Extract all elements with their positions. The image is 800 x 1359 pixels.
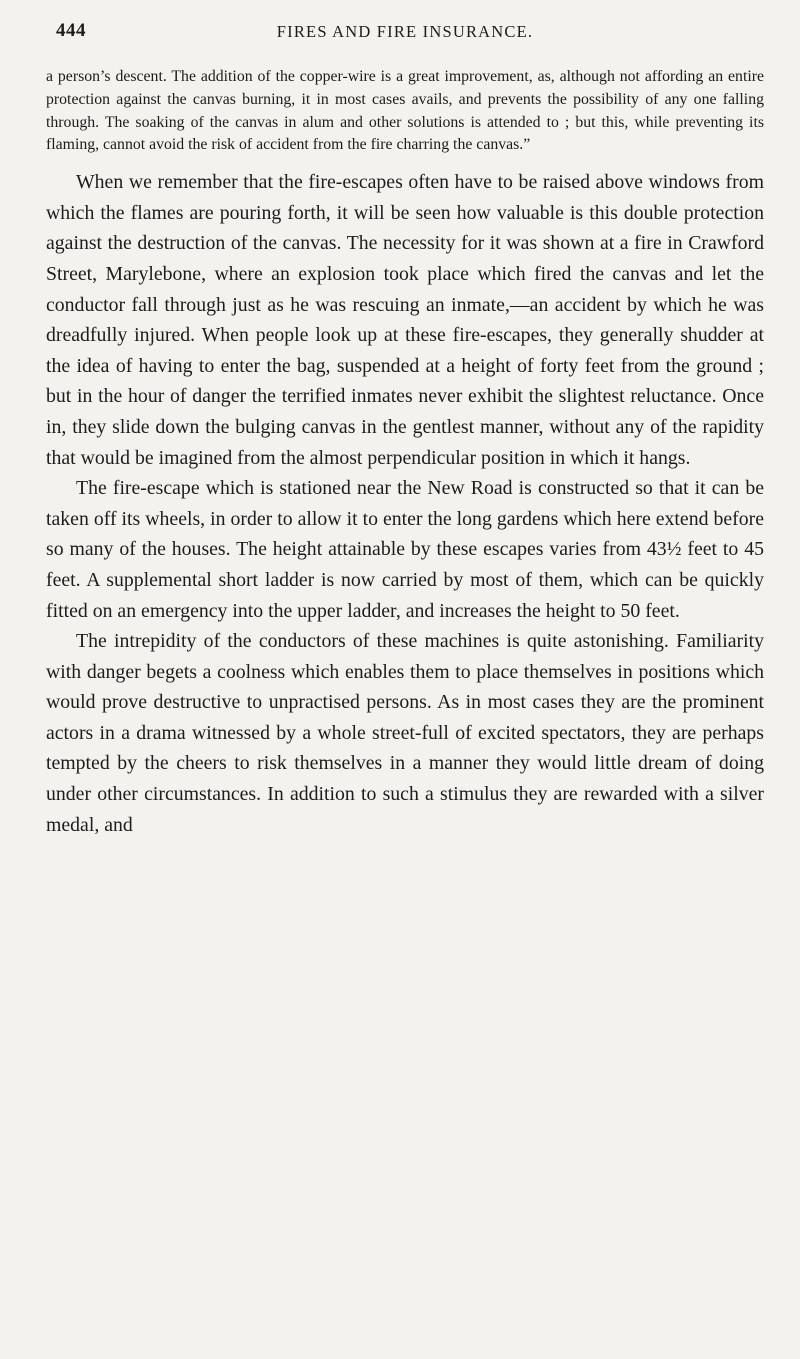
body-paragraph: When we remember that the fire-escapes often have to be raised above windows from which the flames are pouring forth, it will be seen how valuable is this double protection against the destruction of the canvas. The necessity for it was shown at a fire in Crawford Street, Marylebone, where an explosion took place which fired the canvas and let the conductor fall through just as he was rescuing an inmate,—an accident by which he was dreadfully injured. When people look up at these fire-escapes, they generally shudder at the idea of having to enter the bag, suspended at a height of forty feet from the ground ; but in the hour of danger the terrified inmates never exhibit the slightest reluctance. Once in, they slide down the bulging canvas in the gentlest manner, without any of the rapidity that would be imagined from the almost perpendicular position in which it hangs. bbox=[46, 171, 764, 469]
running-title: FIRES AND FIRE INSURANCE. bbox=[276, 22, 534, 41]
quoted-passage: a person’s descent. The addition of the copper-wire is a great improvement, as, although not affording an entire protection against the canvas burning, it in most cases avails, and prevents the possibility of any one falling through. The soaking of the canvas in alum and other solutions is attended to ; but this, while preventing its flaming, cannot avoid the risk of accident from the fire charring the canvas.” bbox=[46, 68, 764, 154]
body-paragraph: The fire-escape which is stationed near the New Road is constructed so that it can be taken off its wheels, in order to allow it to enter the long gardens which here extend before so many of the houses. The height attainable by these escapes varies from 43½ feet to 45 feet. A supplemental short ladder is now carried by most of them, which can be quickly fitted on an emergency into the upper ladder, and increases the height to 50 feet. bbox=[46, 477, 764, 622]
page-header bbox=[46, 12, 764, 46]
book-page bbox=[46, 12, 764, 840]
page-number: 444 bbox=[56, 20, 86, 41]
body-paragraph: The intrepidity of the conductors of these machines is quite astonishing. Familiarity with danger begets a coolness which enables them to place themselves in positions which would prove destructive to unpractised persons. As in most cases they are the prominent actors in a drama witnessed by a whole street-full of excited spectators, they are perhaps tempted by the cheers to risk themselves in a manner they would little dream of doing under other circumstances. In addition to such a stimulus they are rewarded with a silver medal, and bbox=[46, 630, 764, 836]
